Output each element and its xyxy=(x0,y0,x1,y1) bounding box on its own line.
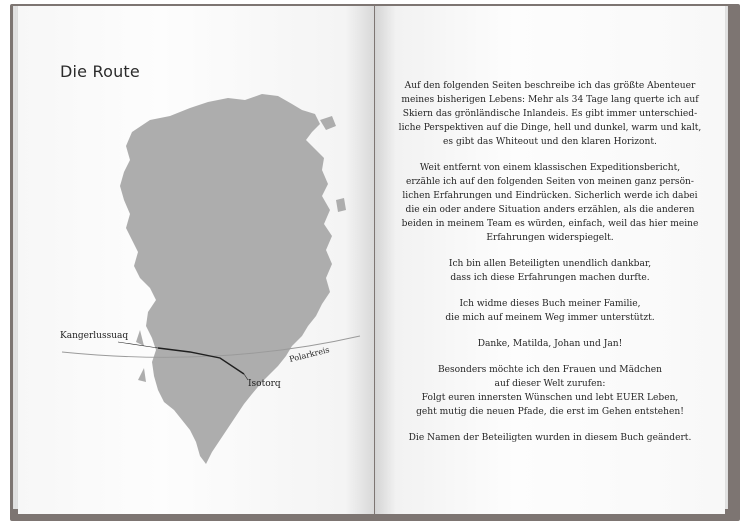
paragraph-thanks: Ich bin allen Beteiligten unendlich dankbar, dass ich diese Erfahrungen machen durfte. xyxy=(448,259,652,283)
greenland-landmass xyxy=(120,94,332,464)
paragraph-appeal: Besonders möchte ich den Frauen und Mädchen auf dieser Welt zurufen: Folgt euren innersten Wünschen und lebt EUER Leben, geht mutig die neuen Pfade, die erst im Gehen entstehen! xyxy=(416,365,684,417)
label-isotorq: Isotorq xyxy=(248,379,281,389)
paragraph-dedication: Ich widme dieses Buch meiner Familie, die mich auf meinem Weg immer unterstützt. xyxy=(445,299,655,323)
right-page-text xyxy=(384,79,716,457)
paragraph-names: Danke, Matilda, Johan und Jan! xyxy=(477,339,623,349)
page-title: Die Route xyxy=(60,62,140,81)
label-polarkreis: Polarkreis xyxy=(288,345,331,364)
paragraph-report: Weit entfernt von einem klassischen Expeditionsbericht, erzähle ich auf den folgenden Seiten von meinen ganz persön- lichen Erfahrungen und Eindrücken. Sicherlich werde ich dabei die ein oder andere Situation anders erzählen, als die anderen beiden in meinem Team es würden, einfach, weil das hier meine Erfahrungen widerspiegelt. xyxy=(401,163,699,243)
paragraph-intro: Auf den folgenden Seiten beschreibe ich das größte Abenteuer meines bisherigen Lebens: Mehr als 34 Tage lang querte ich auf Skiern das grönländische Inlandeis. Es gibt immer unterschied- liche Perspektiven auf die Dinge, hell und dunkel, warm und kalt, es gibt das Whiteout und den klaren Horizont. xyxy=(398,81,702,147)
greenland-route-map xyxy=(40,80,370,480)
paragraph-disclaimer: Die Namen der Beteiligten wurden in diesem Buch geändert. xyxy=(408,433,692,443)
label-kangerlussuaq: Kangerlussuaq xyxy=(60,331,129,341)
